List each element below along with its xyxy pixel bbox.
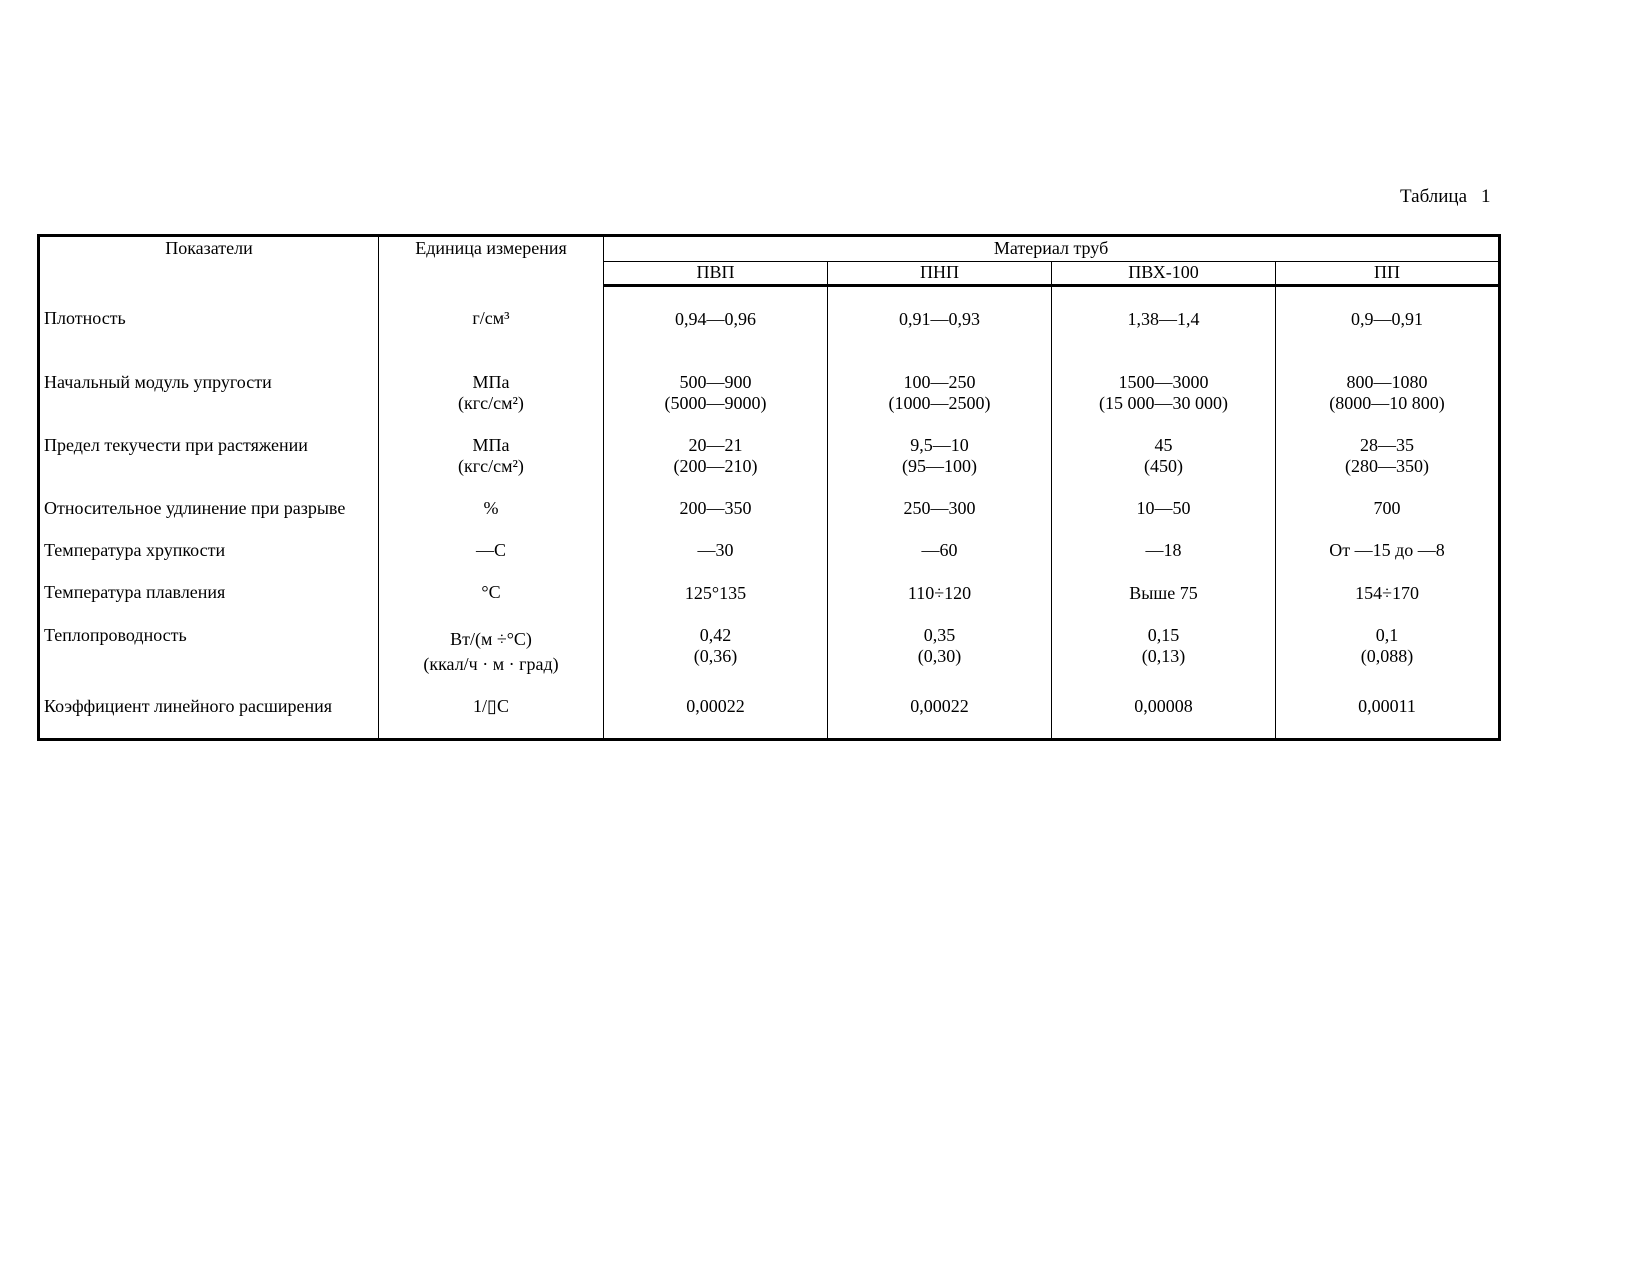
- value-line: 0,00022: [686, 696, 745, 716]
- value-line: 0,00011: [1358, 696, 1416, 716]
- caption-number: 1: [1481, 186, 1491, 207]
- table-row: [39, 625, 1500, 690]
- material-value-cell: [1052, 498, 1276, 540]
- material-value-cell: [604, 435, 828, 498]
- unit-cell: [379, 690, 604, 740]
- table-header: [39, 236, 1500, 286]
- table-row: [39, 498, 1500, 540]
- value-line: (15 000—30 000): [1099, 393, 1228, 413]
- indicator-name: Предел текучести при растяжении: [39, 435, 379, 498]
- value-line: (450): [1144, 456, 1183, 476]
- header-unit-line1: Единица: [415, 238, 482, 258]
- unit-line: —С: [475, 540, 506, 560]
- value-line: 0,15: [1147, 625, 1180, 645]
- unit-line: (кгс/см²): [458, 456, 524, 476]
- value-line: —18: [1145, 540, 1182, 560]
- table-row: [39, 690, 1500, 740]
- material-value-cell: [1052, 690, 1276, 740]
- value-line: (0,36): [693, 646, 738, 666]
- material-value-cell: [1052, 372, 1276, 435]
- material-value-cell: [604, 582, 828, 625]
- unit-cell: [379, 625, 604, 690]
- value-line: (5000—9000): [664, 393, 767, 413]
- value-line: 10—50: [1136, 498, 1191, 518]
- material-value-cell: [604, 286, 828, 373]
- value-line: 200—350: [679, 498, 752, 518]
- material-value-cell: [828, 625, 1052, 690]
- table-row: [39, 435, 1500, 498]
- material-value-cell: [1052, 625, 1276, 690]
- value-line: —60: [921, 540, 958, 560]
- value-line: 45: [1154, 435, 1173, 455]
- caption-label: Таблица: [1400, 186, 1468, 207]
- material-value-cell: [828, 582, 1052, 625]
- value-line: (200—210): [673, 456, 758, 476]
- material-value-cell: [1276, 540, 1500, 582]
- value-line: 0,00008: [1134, 696, 1193, 716]
- value-line: От —15 до —8: [1329, 540, 1445, 560]
- header-indicator: Показатели: [39, 236, 379, 286]
- material-value-cell: [828, 286, 1052, 373]
- unit-cell: [379, 372, 604, 435]
- unit-line: МПа: [472, 435, 510, 455]
- table-body: [39, 286, 1500, 740]
- value-line: 0,91—0,93: [899, 309, 980, 329]
- unit-cell: [379, 582, 604, 625]
- header-unit: [379, 236, 604, 286]
- header-material: ПВХ-100: [1052, 262, 1276, 286]
- header-material: ПВП: [604, 262, 828, 286]
- material-value-cell: [828, 372, 1052, 435]
- value-line: 800—1080: [1346, 372, 1428, 392]
- unit-line: 1/▯С: [473, 696, 509, 716]
- value-line: 250—300: [903, 498, 976, 518]
- value-line: 500—900: [679, 372, 752, 392]
- table-row: [39, 582, 1500, 625]
- unit-line: %: [483, 498, 499, 518]
- unit-cell: [379, 498, 604, 540]
- value-line: (95—100): [902, 456, 977, 476]
- value-line: 110÷120: [907, 583, 972, 603]
- material-value-cell: [1276, 372, 1500, 435]
- table-row: [39, 540, 1500, 582]
- material-value-cell: [828, 690, 1052, 740]
- header-material: ПНП: [828, 262, 1052, 286]
- material-value-cell: [828, 498, 1052, 540]
- material-value-cell: [1052, 286, 1276, 373]
- material-value-cell: [604, 690, 828, 740]
- value-line: (1000—2500): [888, 393, 991, 413]
- value-line: 28—35: [1360, 435, 1415, 455]
- table-row: [39, 286, 1500, 373]
- material-value-cell: [604, 498, 828, 540]
- value-line: 125°135: [684, 583, 747, 603]
- unit-line: МПа: [472, 372, 510, 392]
- material-value-cell: [1276, 435, 1500, 498]
- indicator-name: Относительное удлинение при разрыве: [39, 498, 379, 540]
- material-value-cell: [828, 540, 1052, 582]
- value-line: 100—250: [903, 372, 976, 392]
- value-line: 700: [1373, 498, 1401, 518]
- header-unit-line2: измерения: [486, 238, 567, 258]
- value-line: (8000—10 800): [1329, 393, 1445, 413]
- properties-table: [37, 234, 1501, 741]
- material-value-cell: [1052, 540, 1276, 582]
- indicator-name: Температура хрупкости: [39, 540, 379, 582]
- unit-cell: [379, 435, 604, 498]
- value-line: (0,13): [1141, 646, 1186, 666]
- value-line: 1500—3000: [1118, 372, 1209, 392]
- value-line: (0,30): [917, 646, 962, 666]
- material-value-cell: [604, 625, 828, 690]
- value-line: Выше 75: [1129, 583, 1198, 603]
- header-material-group: Материал труб: [604, 236, 1500, 262]
- indicator-name: Коэффициент линейного расширения: [39, 690, 379, 740]
- table-caption: [1400, 186, 1510, 208]
- value-line: 0,94—0,96: [675, 309, 756, 329]
- material-value-cell: [1276, 498, 1500, 540]
- material-value-cell: [604, 372, 828, 435]
- material-value-cell: [828, 435, 1052, 498]
- value-line: 0,9—0,91: [1351, 309, 1424, 329]
- material-value-cell: [1052, 435, 1276, 498]
- value-line: 0,42: [699, 625, 732, 645]
- unit-line: (кгс/см²): [458, 393, 524, 413]
- unit-line: Вт/(м ÷°С): [450, 629, 532, 649]
- unit-line: г/см³: [472, 307, 510, 328]
- indicator-name: Плотность: [39, 286, 379, 373]
- value-line: 0,35: [923, 625, 956, 645]
- indicator-name: Теплопроводность: [39, 625, 379, 690]
- material-value-cell: [604, 540, 828, 582]
- value-line: 9,5—10: [910, 435, 969, 455]
- unit-line: (ккал/ч · м · град): [423, 654, 559, 674]
- value-line: 1,38—1,4: [1127, 309, 1200, 329]
- indicator-name: Температура плавления: [39, 582, 379, 625]
- header-material: ПП: [1276, 262, 1500, 286]
- unit-cell: [379, 540, 604, 582]
- value-line: (0,088): [1360, 646, 1414, 666]
- value-line: (280—350): [1345, 456, 1430, 476]
- value-line: 0,1: [1375, 625, 1399, 645]
- value-line: —30: [697, 540, 734, 560]
- unit-cell: [379, 286, 604, 373]
- indicator-name: Начальный модуль упругости: [39, 372, 379, 435]
- material-value-cell: [1276, 625, 1500, 690]
- material-value-cell: [1052, 582, 1276, 625]
- material-value-cell: [1276, 286, 1500, 373]
- table-row: [39, 372, 1500, 435]
- material-value-cell: [1276, 582, 1500, 625]
- unit-line: °С: [481, 582, 501, 602]
- value-line: 0,00022: [910, 696, 969, 716]
- value-line: 154÷170: [1355, 583, 1419, 603]
- value-line: 20—21: [688, 435, 743, 455]
- material-value-cell: [1276, 690, 1500, 740]
